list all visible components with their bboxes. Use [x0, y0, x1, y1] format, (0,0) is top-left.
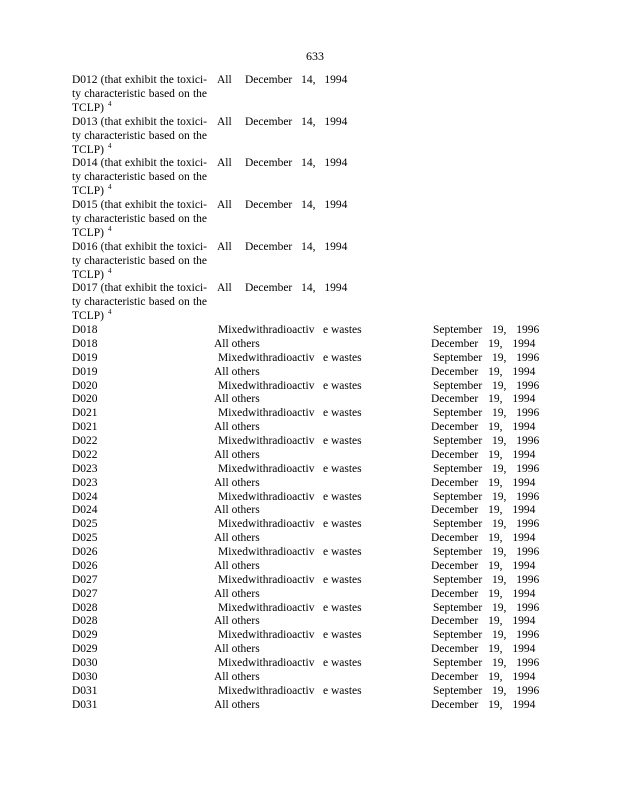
waste-description: All others	[214, 670, 260, 683]
waste-code: D013	[72, 115, 98, 128]
waste-description	[72, 281, 207, 323]
waste-code: D016	[72, 240, 98, 253]
description-text: ty characteristic based on the	[72, 296, 207, 309]
waste-code: D027	[72, 573, 98, 586]
waste-description-continued: e wastes	[323, 351, 362, 364]
toxicity-entry	[72, 240, 372, 282]
table-row	[0, 601, 618, 615]
waste-description	[72, 240, 207, 282]
description-text: ty characteristic based on the	[72, 171, 207, 184]
footnote-marker: 4	[107, 225, 112, 234]
waste-description: All others	[214, 421, 260, 434]
description-text: TCLP)	[72, 102, 104, 114]
waste-code: D018	[72, 324, 98, 336]
effective-date: September 19, 1996	[433, 629, 540, 642]
effective-date: December 19, 1994	[431, 504, 536, 517]
table-row	[0, 628, 618, 642]
effective-date: December 19, 1994	[431, 421, 536, 434]
waste-description: Mixedwithradioactiv	[218, 573, 315, 586]
waste-code: D014	[72, 157, 98, 170]
footnote-marker: 4	[107, 141, 112, 150]
table-row	[0, 587, 618, 601]
effective-date: September 19, 1996	[433, 684, 540, 697]
waste-description	[72, 198, 207, 240]
waste-code: D025	[72, 518, 98, 531]
waste-code: D015	[72, 199, 98, 212]
waste-description-continued: e wastes	[323, 657, 362, 669]
description-text: (that exhibit the toxici-	[100, 157, 207, 170]
waste-description: All others	[214, 587, 260, 600]
toxicity-entry	[72, 198, 372, 240]
description-line	[72, 184, 207, 198]
waste-description-continued: e wastes	[323, 407, 362, 420]
waste-description: All others	[214, 615, 260, 628]
waste-code: D030	[72, 657, 98, 669]
table-row	[0, 559, 618, 573]
toxicity-entries	[72, 73, 372, 323]
waste-description: Mixedwithradioactiv	[218, 601, 315, 614]
effective-date: September 19, 1996	[433, 573, 540, 586]
waste-description: Mixedwithradioactiv	[218, 462, 315, 475]
effective-date: December 19, 1994	[431, 698, 536, 711]
description-text: (that exhibit the toxici-	[100, 240, 207, 253]
description-text: (that exhibit the toxici-	[100, 282, 207, 295]
description-text: TCLP)	[72, 143, 104, 156]
waste-code: D018	[72, 337, 98, 350]
footnote-marker: 4	[107, 308, 112, 317]
waste-description: Mixedwithradioactiv	[218, 407, 315, 420]
waste-description: Mixedwithradioactiv	[218, 518, 315, 531]
waste-code: D019	[72, 351, 98, 364]
waste-code: D031	[72, 684, 98, 697]
waste-description: All others	[214, 448, 260, 461]
effective-date: December 19, 1994	[431, 615, 536, 628]
description-line	[72, 156, 207, 170]
waste-description: Mixedwithradioactiv	[218, 324, 315, 336]
description-line	[72, 87, 207, 101]
effective-date: December 19, 1994	[431, 365, 536, 378]
description-text: (that exhibit the toxici-	[100, 74, 207, 86]
waste-description: All others	[214, 559, 260, 572]
waste-code: D025	[72, 532, 98, 545]
description-line	[72, 295, 207, 309]
waste-description: Mixedwithradioactiv	[218, 490, 315, 503]
waste-code: D023	[72, 476, 98, 489]
waste-code: D019	[72, 365, 98, 378]
waste-description-continued: e wastes	[323, 379, 362, 392]
waste-code: D028	[72, 601, 98, 614]
waste-table	[0, 323, 618, 712]
facility-type: All	[217, 282, 232, 295]
description-text: ty characteristic based on the	[72, 213, 207, 226]
description-text: TCLP)	[72, 227, 104, 240]
waste-code: D022	[72, 448, 98, 461]
effective-date: September 19, 1996	[433, 324, 540, 336]
waste-code: D029	[72, 643, 98, 656]
footnote-marker: 4	[107, 100, 112, 108]
waste-description: Mixedwithradioactiv	[218, 435, 315, 447]
effective-date: September 19, 1996	[433, 435, 540, 447]
effective-date: December 14, 1994	[245, 240, 348, 253]
description-text: ty characteristic based on the	[72, 88, 207, 100]
table-row	[0, 434, 618, 448]
table-row	[0, 392, 618, 406]
table-row	[0, 476, 618, 490]
waste-code: D027	[72, 587, 98, 600]
effective-date: September 19, 1996	[433, 462, 540, 475]
effective-date: December 14, 1994	[245, 74, 348, 86]
effective-date: September 19, 1996	[433, 657, 540, 669]
table-row	[0, 379, 618, 393]
waste-code: D020	[72, 393, 98, 406]
waste-description-continued: e wastes	[323, 462, 362, 475]
waste-code: D030	[72, 670, 98, 683]
waste-description-continued: e wastes	[323, 684, 362, 697]
waste-description: Mixedwithradioactiv	[218, 684, 315, 697]
effective-date: September 19, 1996	[433, 351, 540, 364]
description-text: ty characteristic based on the	[72, 254, 207, 267]
description-line	[72, 101, 207, 115]
waste-description-continued: e wastes	[323, 546, 362, 558]
table-row	[0, 351, 618, 365]
toxicity-entry	[72, 73, 372, 115]
waste-description: All others	[214, 643, 260, 656]
effective-date: September 19, 1996	[433, 518, 540, 531]
table-row	[0, 365, 618, 379]
description-text: ty characteristic based on the	[72, 129, 207, 142]
waste-code: D017	[72, 282, 98, 295]
waste-code: D031	[72, 698, 98, 711]
waste-description-continued: e wastes	[323, 629, 362, 642]
effective-date: December 19, 1994	[431, 476, 536, 489]
toxicity-entry	[72, 115, 372, 157]
effective-date: December 19, 1994	[431, 532, 536, 545]
description-line	[72, 143, 207, 157]
waste-code: D012	[72, 74, 98, 86]
waste-description: Mixedwithradioactiv	[218, 629, 315, 642]
waste-code: D021	[72, 421, 98, 434]
waste-code: D024	[72, 490, 98, 503]
waste-code: D026	[72, 559, 98, 572]
table-row	[0, 490, 618, 504]
waste-description-continued: e wastes	[323, 573, 362, 586]
description-text: (that exhibit the toxici-	[100, 115, 207, 128]
waste-description: All others	[214, 532, 260, 545]
table-row	[0, 670, 618, 684]
description-line	[72, 170, 207, 184]
effective-date: December 14, 1994	[245, 282, 348, 295]
table-row	[0, 684, 618, 698]
effective-date: December 14, 1994	[245, 157, 348, 170]
waste-description-continued: e wastes	[323, 518, 362, 531]
facility-type: All	[217, 74, 232, 86]
table-row	[0, 545, 618, 559]
waste-description: Mixedwithradioactiv	[218, 379, 315, 392]
waste-description-continued: e wastes	[323, 490, 362, 503]
waste-code: D028	[72, 615, 98, 628]
table-row	[0, 642, 618, 656]
description-text: TCLP)	[72, 268, 104, 281]
description-line	[72, 73, 207, 87]
waste-description	[72, 73, 207, 115]
facility-type: All	[217, 157, 232, 170]
waste-code: D020	[72, 379, 98, 392]
facility-type: All	[217, 115, 232, 128]
page-number: 633	[306, 49, 324, 63]
table-row	[0, 531, 618, 545]
waste-description-continued: e wastes	[323, 435, 362, 447]
description-line	[72, 281, 207, 295]
table-row	[0, 406, 618, 420]
waste-description: All others	[214, 393, 260, 406]
description-line	[72, 226, 207, 240]
waste-description: All others	[214, 365, 260, 378]
table-row	[0, 337, 618, 351]
waste-description-continued: e wastes	[323, 601, 362, 614]
footnote-marker: 4	[107, 266, 112, 275]
waste-description: Mixedwithradioactiv	[218, 546, 315, 558]
description-text: TCLP)	[72, 185, 104, 198]
waste-description: All others	[214, 504, 260, 517]
table-row	[0, 503, 618, 517]
description-text: (that exhibit the toxici-	[100, 199, 207, 212]
waste-description: All others	[214, 698, 260, 711]
table-row	[0, 656, 618, 670]
waste-code: D029	[72, 629, 98, 642]
description-line	[72, 115, 207, 129]
description-text: TCLP)	[72, 310, 104, 323]
waste-description-continued: e wastes	[323, 324, 362, 336]
description-line	[72, 268, 207, 282]
waste-code: D021	[72, 407, 98, 420]
description-line	[72, 198, 207, 212]
waste-code: D026	[72, 546, 98, 558]
facility-type: All	[217, 240, 232, 253]
effective-date: December 19, 1994	[431, 337, 536, 350]
table-row	[0, 462, 618, 476]
waste-description: All others	[214, 337, 260, 350]
waste-description: All others	[214, 476, 260, 489]
table-row	[0, 573, 618, 587]
table-row	[0, 323, 618, 337]
toxicity-entry	[72, 281, 372, 323]
effective-date: September 19, 1996	[433, 601, 540, 614]
table-row	[0, 517, 618, 531]
waste-code: D024	[72, 504, 98, 517]
effective-date: September 19, 1996	[433, 490, 540, 503]
effective-date: September 19, 1996	[433, 546, 540, 558]
waste-code: D022	[72, 435, 98, 447]
description-line	[72, 309, 207, 323]
waste-code: D023	[72, 462, 98, 475]
waste-description: Mixedwithradioactiv	[218, 351, 315, 364]
waste-description: Mixedwithradioactiv	[218, 657, 315, 669]
waste-description	[72, 115, 207, 157]
table-row	[0, 614, 618, 628]
table-row	[0, 448, 618, 462]
effective-date: December 19, 1994	[431, 559, 536, 572]
effective-date: December 14, 1994	[245, 115, 348, 128]
effective-date: December 19, 1994	[431, 670, 536, 683]
effective-date: December 19, 1994	[431, 643, 536, 656]
effective-date: December 19, 1994	[431, 448, 536, 461]
table-row	[0, 698, 618, 712]
description-line	[72, 212, 207, 226]
facility-type: All	[217, 199, 232, 212]
effective-date: September 19, 1996	[433, 407, 540, 420]
toxicity-entry	[72, 156, 372, 198]
description-line	[72, 254, 207, 268]
table-row	[0, 420, 618, 434]
effective-date: December 19, 1994	[431, 393, 536, 406]
effective-date: September 19, 1996	[433, 379, 540, 392]
waste-description	[72, 156, 207, 198]
description-line	[72, 129, 207, 143]
effective-date: December 14, 1994	[245, 199, 348, 212]
effective-date: December 19, 1994	[431, 587, 536, 600]
footnote-marker: 4	[107, 183, 112, 192]
description-line	[72, 240, 207, 254]
